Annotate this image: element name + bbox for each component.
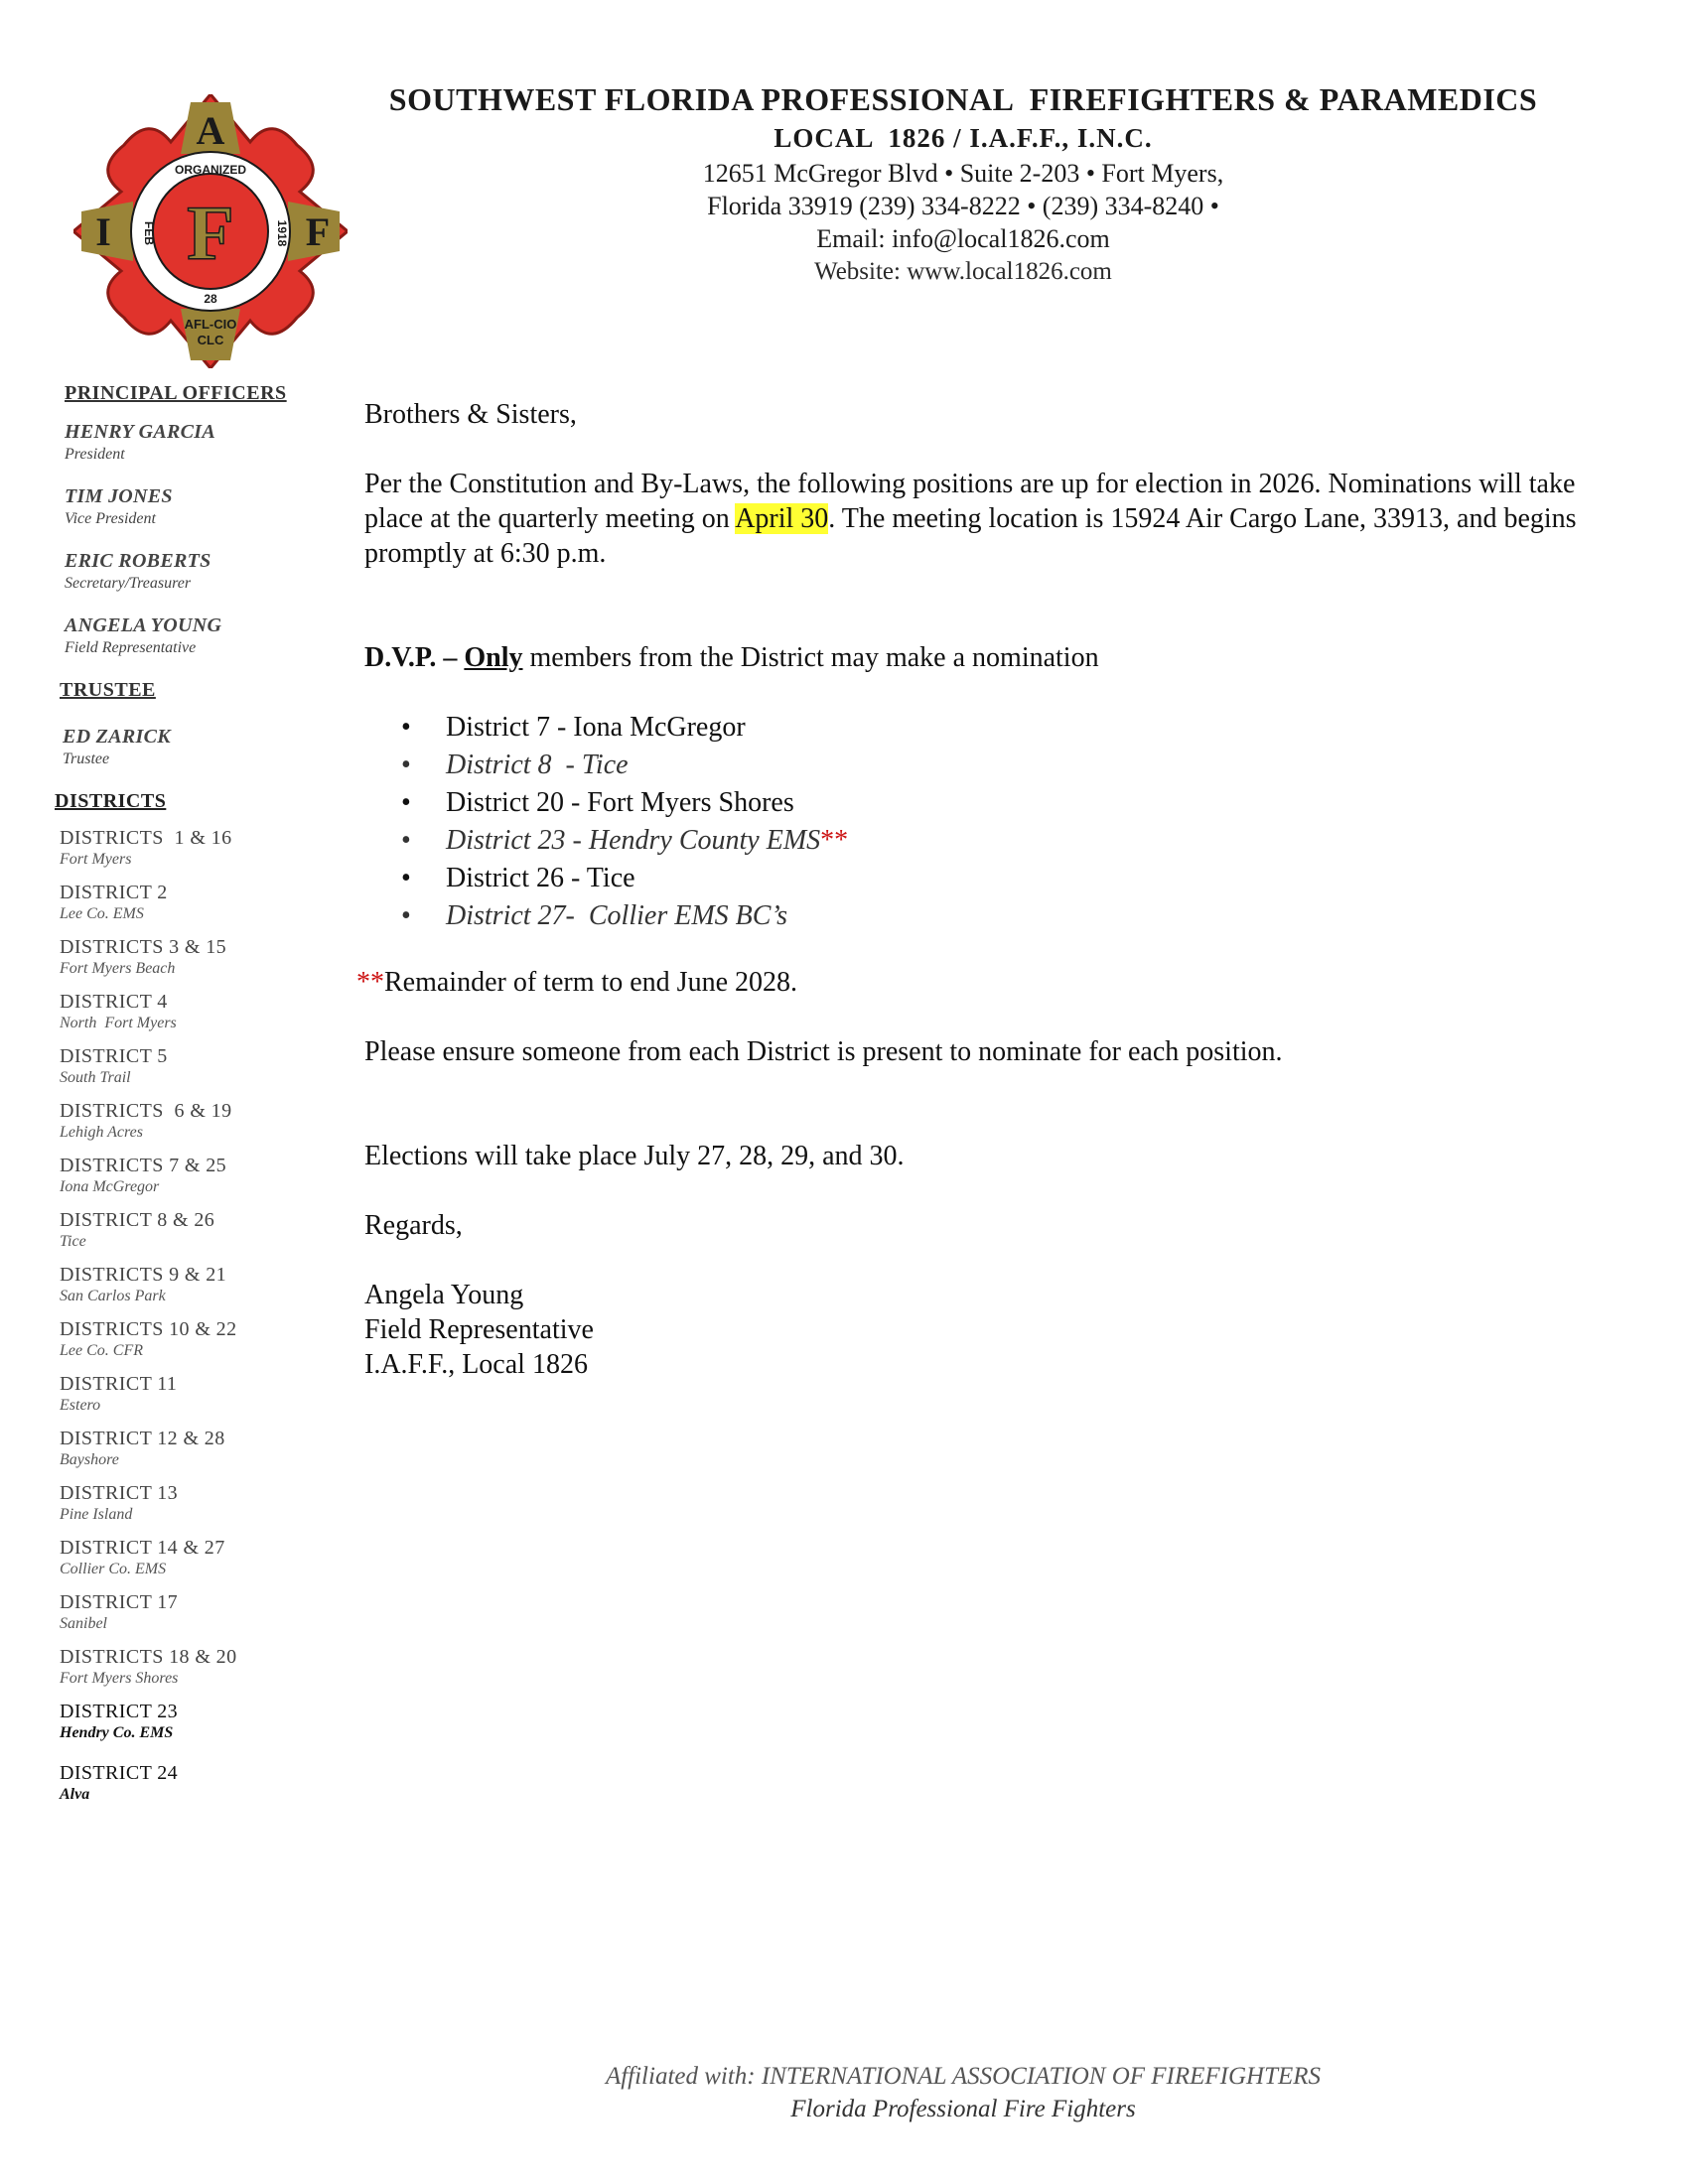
officer-entry [65,614,343,657]
nominations-text-end: . The meeting location is 15924 Air Cargo Lane, 33913, and begins promptly at 6:30 p.m. [364,503,1577,569]
position-text: District 7 - Iona McGregor [446,712,746,743]
district-name: DISTRICT 8 & 26 [60,1209,215,1231]
district-location: Lee Co. EMS [60,905,144,922]
letterhead [367,79,1559,288]
district-name: DISTRICT 17 [60,1591,179,1613]
district-name: DISTRICTS 18 & 20 [60,1646,237,1668]
district-location: Lee Co. CFR [60,1342,143,1359]
district-entry [60,1482,343,1524]
district-location: Bayshore [60,1451,119,1468]
position-text: District 27- Collier EMS BC’s [446,900,788,931]
signer-title: Field Representative [364,1314,594,1345]
principal-officers-heading: PRINCIPAL OFFICERS [65,382,287,404]
email-line: Email: info@local1826.com [816,224,1110,253]
district-name: DISTRICT 14 & 27 [60,1537,225,1559]
logo-letter-i: I [95,209,111,254]
logo-ring-28: 28 [204,292,217,306]
district-name: DISTRICTS 3 & 15 [60,936,227,958]
district-name: DISTRICT 24 [60,1762,179,1784]
officer-title: Vice President [65,510,156,527]
position-list-item [446,860,1586,897]
district-name: DISTRICT 12 & 28 [60,1428,225,1449]
position-text: District 20 - Fort Myers Shores [446,787,794,818]
nominations-text-start: Per the Constitution and By-Laws, the following positions are up for election in 2026. Nominations will take place at the quarterly meeting on [364,469,1576,534]
district-entry [60,1701,343,1742]
dvp-prefix: D.V.P. – [364,642,465,673]
district-name: DISTRICTS 7 & 25 [60,1155,227,1176]
logo-clc: CLC [197,333,224,347]
district-location: Fort Myers Beach [60,960,176,977]
district-location: Hendry Co. EMS [60,1724,174,1741]
officer-name: ERIC ROBERTS [65,550,211,572]
district-location: Sanibel [60,1615,107,1632]
position-list-item [446,784,1586,822]
district-name: DISTRICT 23 [60,1701,179,1722]
district-name: DISTRICTS 1 & 16 [60,827,232,849]
position-text: District 23 - Hendry County EMS [446,825,821,856]
district-entry [60,1045,343,1087]
letter-body [356,397,1586,1382]
position-list-item [446,747,1586,784]
district-entry [60,1428,343,1469]
district-entry [60,1373,343,1415]
regards: Regards, [364,1210,463,1241]
district-location: Fort Myers Shores [60,1670,179,1687]
address-line-1: 12651 McGregor Blvd • Suite 2-203 • Fort Myers, [702,159,1224,188]
footer [367,2060,1559,2125]
district-name: DISTRICT 2 [60,882,168,903]
officer-name: HENRY GARCIA [65,421,215,443]
position-text: District 26 - Tice [446,863,635,893]
district-entry [60,1646,343,1688]
paragraph-nominations [364,467,1586,571]
position-list-item [446,822,1586,860]
sidebar [55,382,343,1804]
district-entry [60,1762,343,1804]
term-note-marker: ** [356,967,384,998]
greeting: Brothers & Sisters, [364,399,577,430]
logo-ring-organized: ORGANIZED [175,163,246,177]
district-entry [60,1537,343,1578]
district-name: DISTRICT 13 [60,1482,179,1504]
logo-letter-f-right: F [305,209,331,254]
signer-org: I.A.F.F., Local 1826 [364,1349,588,1380]
logo-letter-f-center: F [187,190,234,276]
district-name: DISTRICT 5 [60,1045,168,1067]
footer-affiliation: Affiliated with: INTERNATIONAL ASSOCIATION OF FIREFIGHTERS [605,2063,1322,2090]
position-list-item [446,709,1586,747]
trustee-title: Trustee [63,751,110,767]
district-entry [60,1100,343,1142]
district-location: Fort Myers [60,851,132,868]
district-entry [60,1591,343,1633]
district-location: San Carlos Park [60,1288,166,1304]
district-name: DISTRICTS 10 & 22 [60,1318,237,1340]
dvp-suffix: members from the District may make a nomination [522,642,1099,673]
trustee-entry [63,726,343,768]
logo-ring-1918: 1918 [275,219,289,247]
position-list [364,709,1586,935]
position-marker: ** [820,825,849,856]
officer-entry [65,485,343,528]
district-location: Iona McGregor [60,1178,160,1195]
district-location: North Fort Myers [60,1015,177,1031]
district-location: Alva [60,1786,90,1803]
district-name: DISTRICTS 6 & 19 [60,1100,232,1122]
ensure-paragraph: Please ensure someone from each District is present to nominate for each position. [364,1036,1283,1067]
district-location: Collier Co. EMS [60,1561,167,1577]
district-location: Pine Island [60,1506,133,1523]
district-entry [60,882,343,923]
local-designation: LOCAL 1826 / I.A.F.F., I.N.C. [774,123,1153,153]
position-list-item [446,897,1586,935]
district-entry [60,1155,343,1196]
district-name: DISTRICT 4 [60,991,168,1013]
officer-title: Field Representative [65,639,197,656]
trustee-name: ED ZARICK [63,726,171,748]
officer-title: President [65,446,125,463]
officer-title: Secretary/Treasurer [65,575,192,592]
officer-name: TIM JONES [65,485,173,507]
dvp-only: Only [464,642,523,673]
district-entry [60,1209,343,1251]
term-note [356,965,1586,1000]
district-list [60,827,343,1804]
address-line-2: Florida 33919 (239) 334-8222 • (239) 334-8240 • [707,192,1219,220]
trustee-heading: TRUSTEE [60,679,156,701]
iaff-logo [73,94,348,368]
logo-letter-a: A [196,108,225,153]
district-location: Estero [60,1397,101,1414]
officer-entry [65,550,343,593]
logo-afl-cio: AFL-CIO [184,317,237,332]
signer-name: Angela Young [364,1280,524,1310]
dvp-line [364,640,1586,675]
district-location: Tice [60,1233,86,1250]
logo-ring-feb: FEB [142,221,156,245]
org-name: SOUTHWEST FLORIDA PROFESSIONAL FIREFIGHTERS & PARAMEDICS [388,81,1538,117]
officer-list [65,421,343,657]
district-location: Lehigh Acres [60,1124,143,1141]
footer-state-affiliation: Florida Professional Fire Fighters [790,2096,1136,2122]
district-entry [60,1318,343,1360]
officer-entry [65,421,343,464]
district-entry [60,827,343,869]
district-entry [60,991,343,1032]
district-name: DISTRICT 11 [60,1373,178,1395]
district-entry [60,1264,343,1305]
officer-name: ANGELA YOUNG [65,614,222,636]
meeting-date-highlight: April 30 [735,503,829,534]
position-text: District 8 - Tice [446,750,629,780]
elections-paragraph: Elections will take place July 27, 28, 29, and 30. [364,1141,905,1171]
district-location: South Trail [60,1069,131,1086]
website-line: Website: www.local1826.com [814,258,1112,285]
district-entry [60,936,343,978]
term-note-text: Remainder of term to end June 2028. [384,967,798,998]
district-name: DISTRICTS 9 & 21 [60,1264,227,1286]
districts-heading: DISTRICTS [55,790,167,812]
